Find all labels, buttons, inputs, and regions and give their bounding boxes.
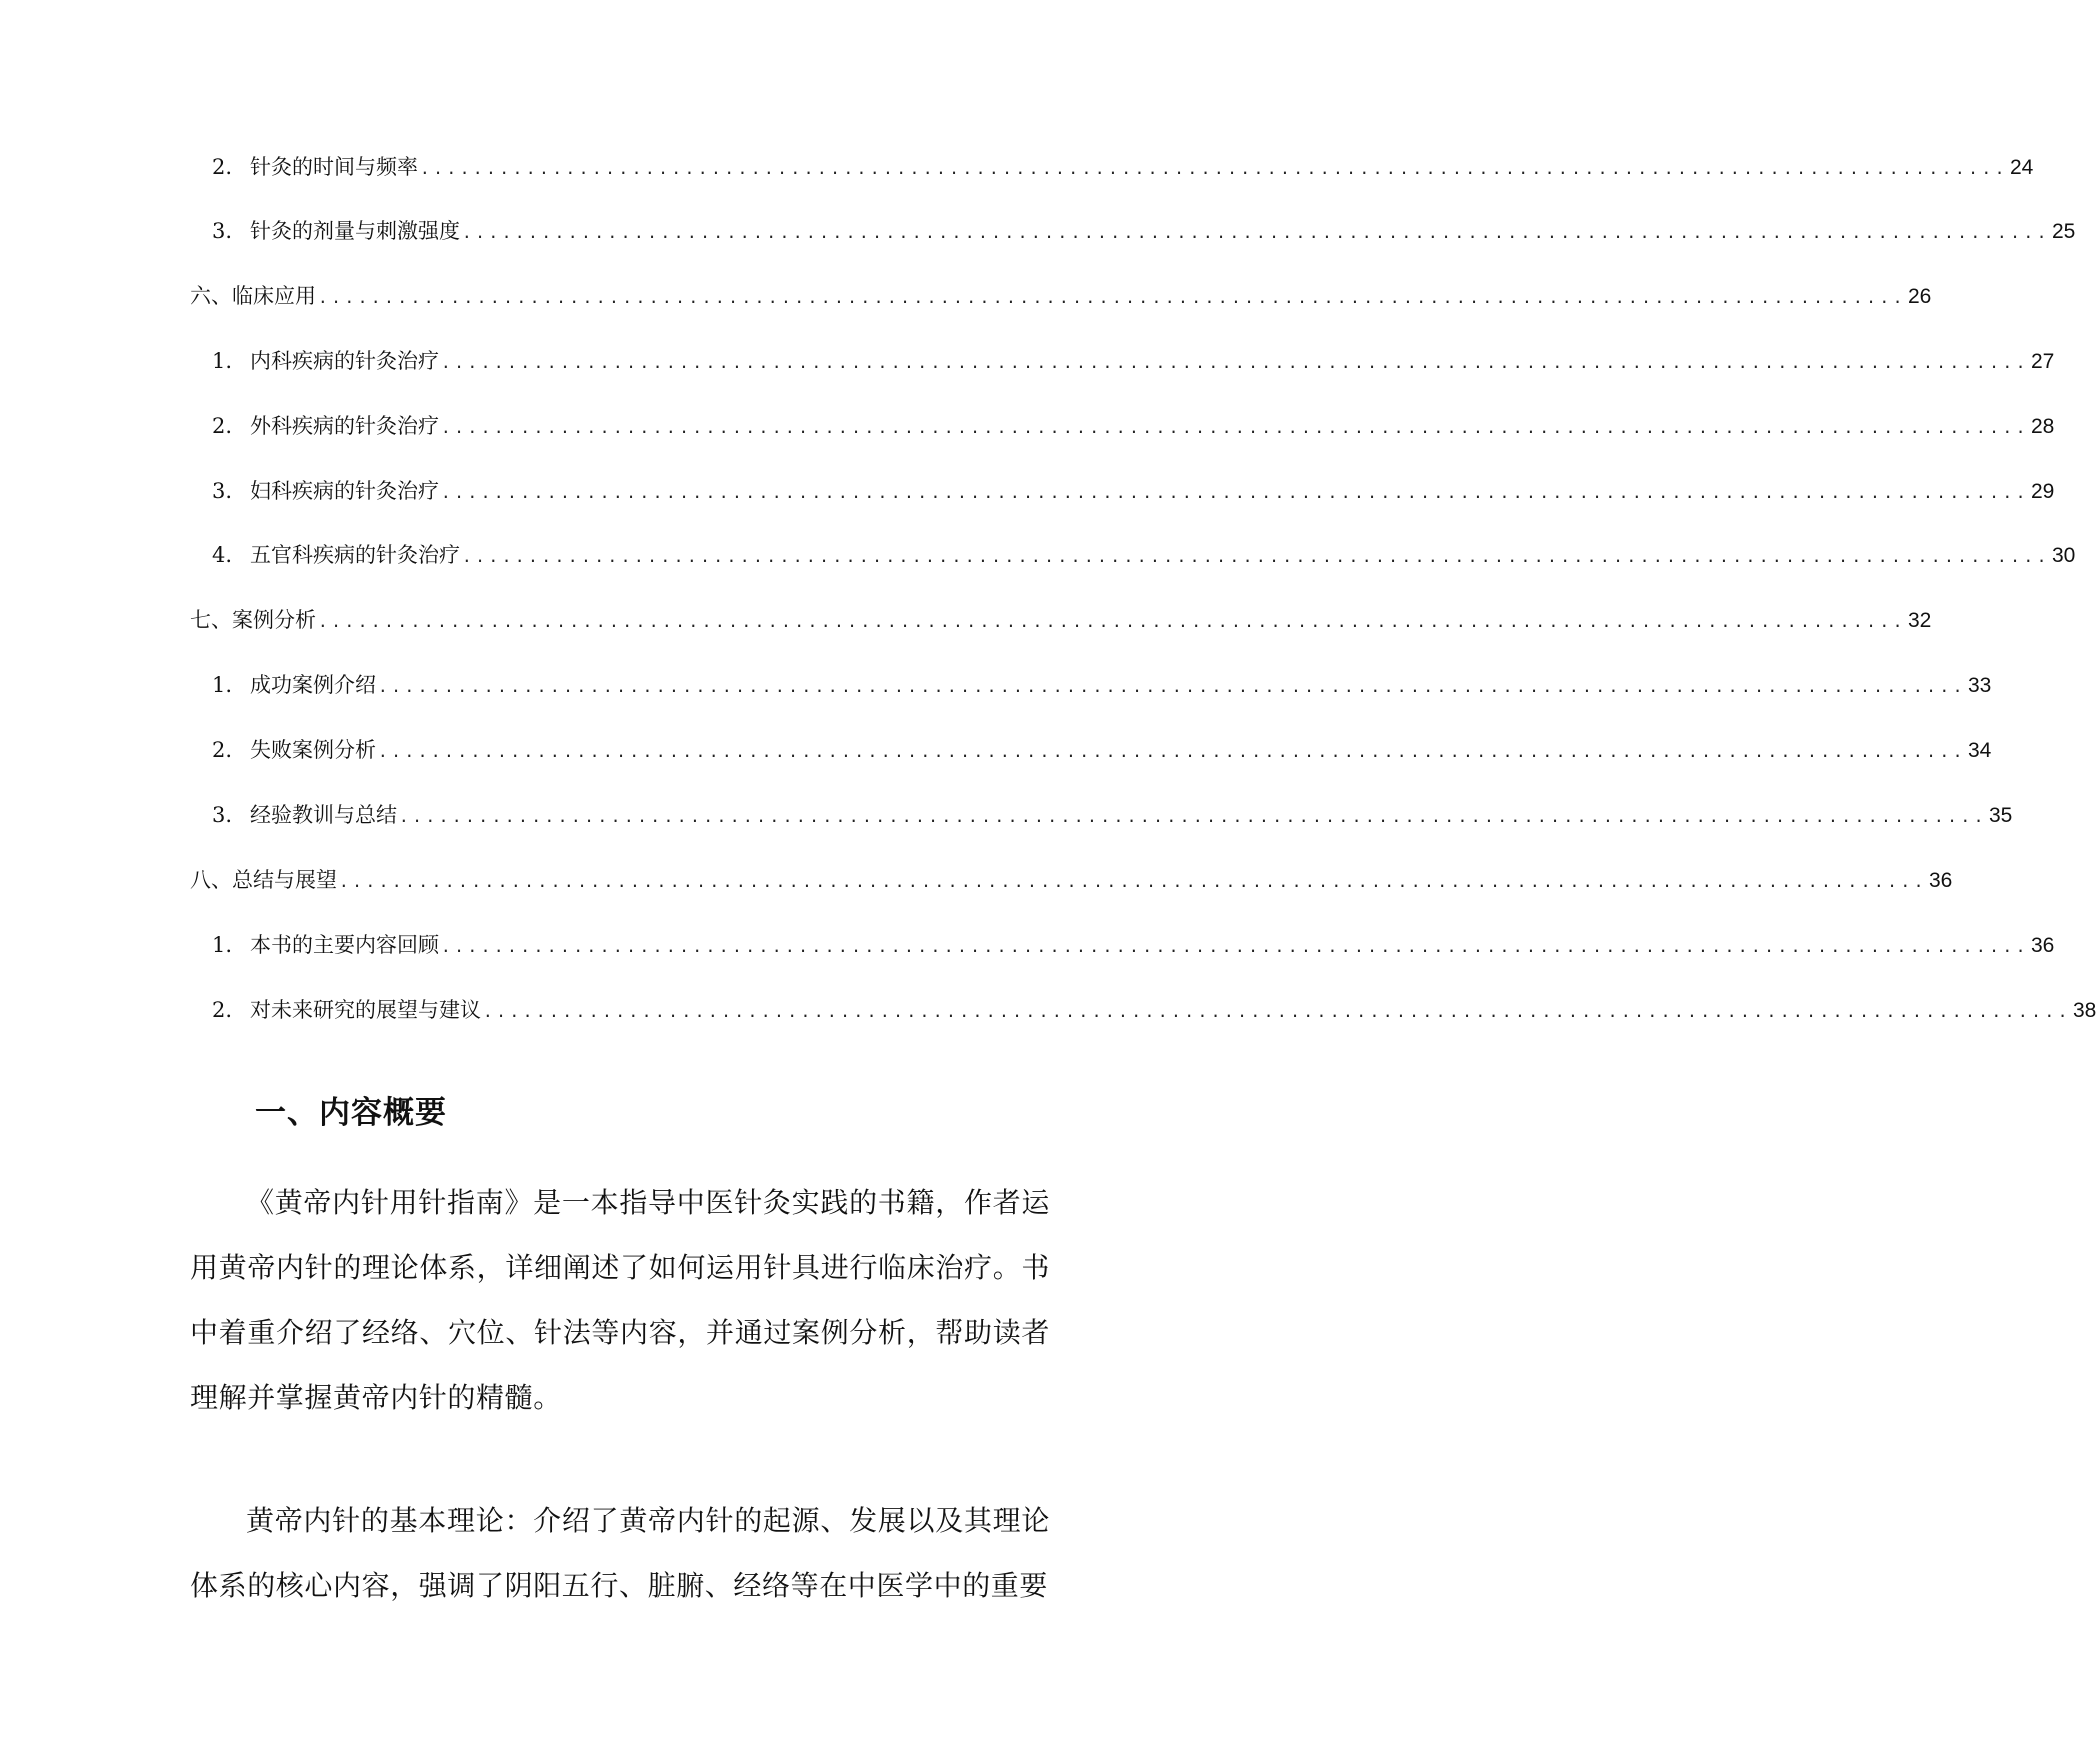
- toc-entry[interactable]: [212, 733, 1992, 767]
- body-paragraph: 《黄帝内针用针指南》是一本指导中医针灸实践的书籍，作者运用黄帝内针的理论体系，详细阐述了如何运用针具进行临床治疗。书中着重介绍了经络、穴位、针法等内容，并通过案例分析，帮助读者理解并掌握黄帝内针的精髓。: [190, 1186, 1050, 1414]
- toc-entry[interactable]: [190, 603, 1932, 637]
- toc-dot-leader: ........................................................................................................................: [441, 353, 2029, 372]
- toc-entry-title: 针灸的时间与频率: [250, 155, 418, 179]
- toc-entry-number: 3.: [212, 803, 233, 827]
- toc-dot-leader: ........................................................................................................................: [420, 159, 2008, 178]
- toc-entry[interactable]: [212, 798, 2013, 832]
- toc-entry-title: 八、总结与展望: [190, 868, 337, 892]
- toc-dot-leader: ........................................................................................................................: [462, 223, 2050, 242]
- toc-entry[interactable]: [190, 863, 1953, 897]
- toc-entry-number: 2.: [212, 998, 233, 1022]
- toc-entry-page: 25: [2051, 220, 2076, 243]
- toc-entry[interactable]: [212, 214, 2076, 248]
- toc-entry-number: 1.: [212, 673, 233, 697]
- toc-entry[interactable]: [212, 668, 1992, 702]
- toc-entry-number: 2.: [212, 155, 233, 179]
- toc-entry-title: 经验教训与总结: [250, 803, 397, 827]
- toc-dot-leader: ........................................................................................................................: [378, 677, 1966, 696]
- toc-entry-page: 36: [1928, 869, 1953, 892]
- toc-entry-page: 35: [1988, 804, 2013, 827]
- toc-entry[interactable]: [212, 538, 2076, 572]
- toc-entry-page: 26: [1907, 285, 1932, 308]
- toc-entry-page: 30: [2051, 544, 2076, 567]
- toc-entry-page: 28: [2030, 415, 2055, 438]
- toc-dot-leader: ........................................................................................................................: [318, 612, 1906, 631]
- toc-entry-title: 七、案例分析: [190, 608, 316, 632]
- toc-entry-title: 成功案例介绍: [250, 673, 376, 697]
- toc-entry[interactable]: [212, 150, 2034, 184]
- toc-entry-number: 2.: [212, 414, 233, 438]
- toc-entry-title: 针灸的剂量与刺激强度: [250, 219, 460, 243]
- toc-entry[interactable]: [212, 993, 2096, 1027]
- toc-entry-page: 29: [2030, 480, 2055, 503]
- toc-entry-title: 五官科疾病的针灸治疗: [250, 543, 460, 567]
- toc-entry-title: 妇科疾病的针灸治疗: [250, 479, 439, 503]
- toc-dot-leader: ........................................................................................................................: [441, 483, 2029, 502]
- toc-entry[interactable]: [212, 344, 2055, 378]
- toc-entry-page: 38: [2072, 999, 2096, 1022]
- toc-entry-number: 4.: [212, 543, 233, 567]
- toc-entry-title: 对未来研究的展望与建议: [250, 998, 481, 1022]
- section-heading: 一、内容概要: [255, 1095, 447, 1131]
- toc-dot-leader: ........................................................................................................................: [339, 872, 1927, 891]
- toc-entry-title: 内科疾病的针灸治疗: [250, 349, 439, 373]
- toc-dot-leader: ........................................................................................................................: [318, 288, 1906, 307]
- body-paragraph: 黄帝内针的基本理论：介绍了黄帝内针的起源、发展以及其理论体系的核心内容，强调了阴阳五行、脏腑、经络等在中医学中的重要: [190, 1504, 1050, 1602]
- toc-entry-title: 外科疾病的针灸治疗: [250, 414, 439, 438]
- toc-entry-title: 六、临床应用: [190, 284, 316, 308]
- toc-entry[interactable]: [190, 279, 1932, 313]
- toc-entry-page: 36: [2030, 934, 2055, 957]
- toc-entry-title: 本书的主要内容回顾: [250, 933, 439, 957]
- toc-entry-number: 3.: [212, 479, 233, 503]
- toc-entry-number: 2.: [212, 738, 233, 762]
- toc-entry-page: 24: [2009, 156, 2034, 179]
- toc-entry-page: 33: [1967, 674, 1992, 697]
- toc-entry-number: 1.: [212, 933, 233, 957]
- toc-dot-leader: ........................................................................................................................: [462, 547, 2050, 566]
- toc-dot-leader: ........................................................................................................................: [441, 937, 2029, 956]
- toc-dot-leader: ........................................................................................................................: [378, 742, 1966, 761]
- toc-entry-page: 34: [1967, 739, 1992, 762]
- toc-entry-title: 失败案例分析: [250, 738, 376, 762]
- toc-entry-number: 1.: [212, 349, 233, 373]
- toc-dot-leader: ........................................................................................................................: [483, 1002, 2071, 1021]
- toc-dot-leader: ........................................................................................................................: [441, 418, 2029, 437]
- toc-dot-leader: ........................................................................................................................: [399, 807, 1987, 826]
- toc-entry-number: 3.: [212, 219, 233, 243]
- toc-entry[interactable]: [212, 409, 2055, 443]
- toc-entry-page: 32: [1907, 609, 1932, 632]
- toc-entry[interactable]: [212, 928, 2055, 962]
- toc-entry[interactable]: [212, 474, 2055, 508]
- toc-entry-page: 27: [2030, 350, 2055, 373]
